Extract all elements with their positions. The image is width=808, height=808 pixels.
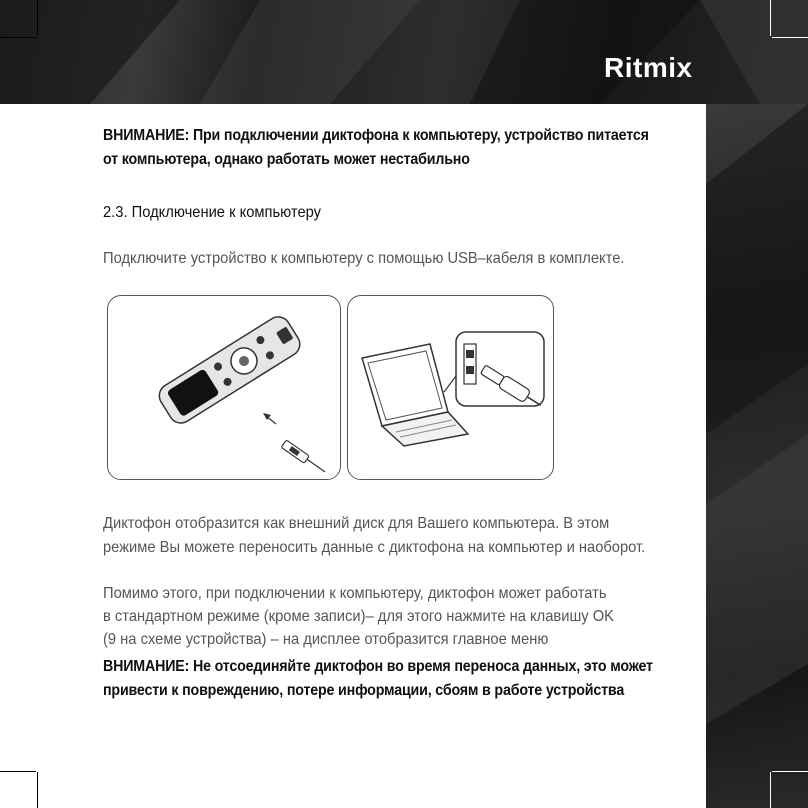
- warning-block-1: [103, 124, 649, 172]
- paragraph-2-line-2: в стандартном режиме (кроме записи)– для этого нажмите на клавишу OK: [103, 608, 614, 625]
- warning-2-line-2: привести к повреждению, потере информации, сбоям в работе устройства: [103, 682, 625, 699]
- paragraph-1-line-1: Диктофон отобразится как внешний диск для Вашего компьютера. В этом: [103, 515, 610, 532]
- paragraph-1-line-2: режиме Вы можете переносить данные с диктофона на компьютер и наоборот.: [103, 539, 646, 556]
- logo-text: Ritmix: [604, 52, 693, 83]
- paragraph-2-line-3: (9 на схеме устройства) – на дисплее отобразится главное меню: [103, 631, 549, 648]
- crop-mark: [772, 37, 808, 38]
- side-band: [706, 104, 808, 808]
- section-heading: 2.3. Подключение к компьютеру: [103, 204, 322, 221]
- warning-2-line-1: ВНИМАНИЕ: Не отсоединяйте диктофон во время переноса данных, это может: [103, 658, 653, 675]
- crop-mark: [770, 772, 771, 808]
- illustration-laptop: [347, 295, 554, 480]
- crop-mark: [770, 0, 771, 36]
- laptop-drawing: [348, 296, 553, 479]
- brand-logo: [604, 52, 693, 92]
- warning-block-2: [103, 655, 653, 703]
- recorder-drawing: [108, 296, 340, 479]
- crop-mark: [37, 0, 38, 36]
- crop-mark: [37, 772, 38, 808]
- paragraph-2: [103, 582, 614, 651]
- crop-mark: [0, 37, 36, 38]
- crop-mark: [0, 771, 36, 772]
- warning-1-line-1: ВНИМАНИЕ: При подключении диктофона к компьютеру, устройство питается: [103, 127, 649, 144]
- warning-1-line-2: от компьютера, однако работать может нестабильно: [103, 151, 470, 168]
- paragraph-1: [103, 512, 645, 560]
- intro-text: Подключите устройство к компьютеру с помощью USB–кабеля в комплекте.: [103, 250, 625, 267]
- illustration-recorder: [107, 295, 341, 480]
- paragraph-2-line-1: Помимо этого, при подключении к компьютеру, диктофон может работать: [103, 585, 607, 602]
- crop-mark: [772, 771, 808, 772]
- side-texture: [706, 104, 808, 808]
